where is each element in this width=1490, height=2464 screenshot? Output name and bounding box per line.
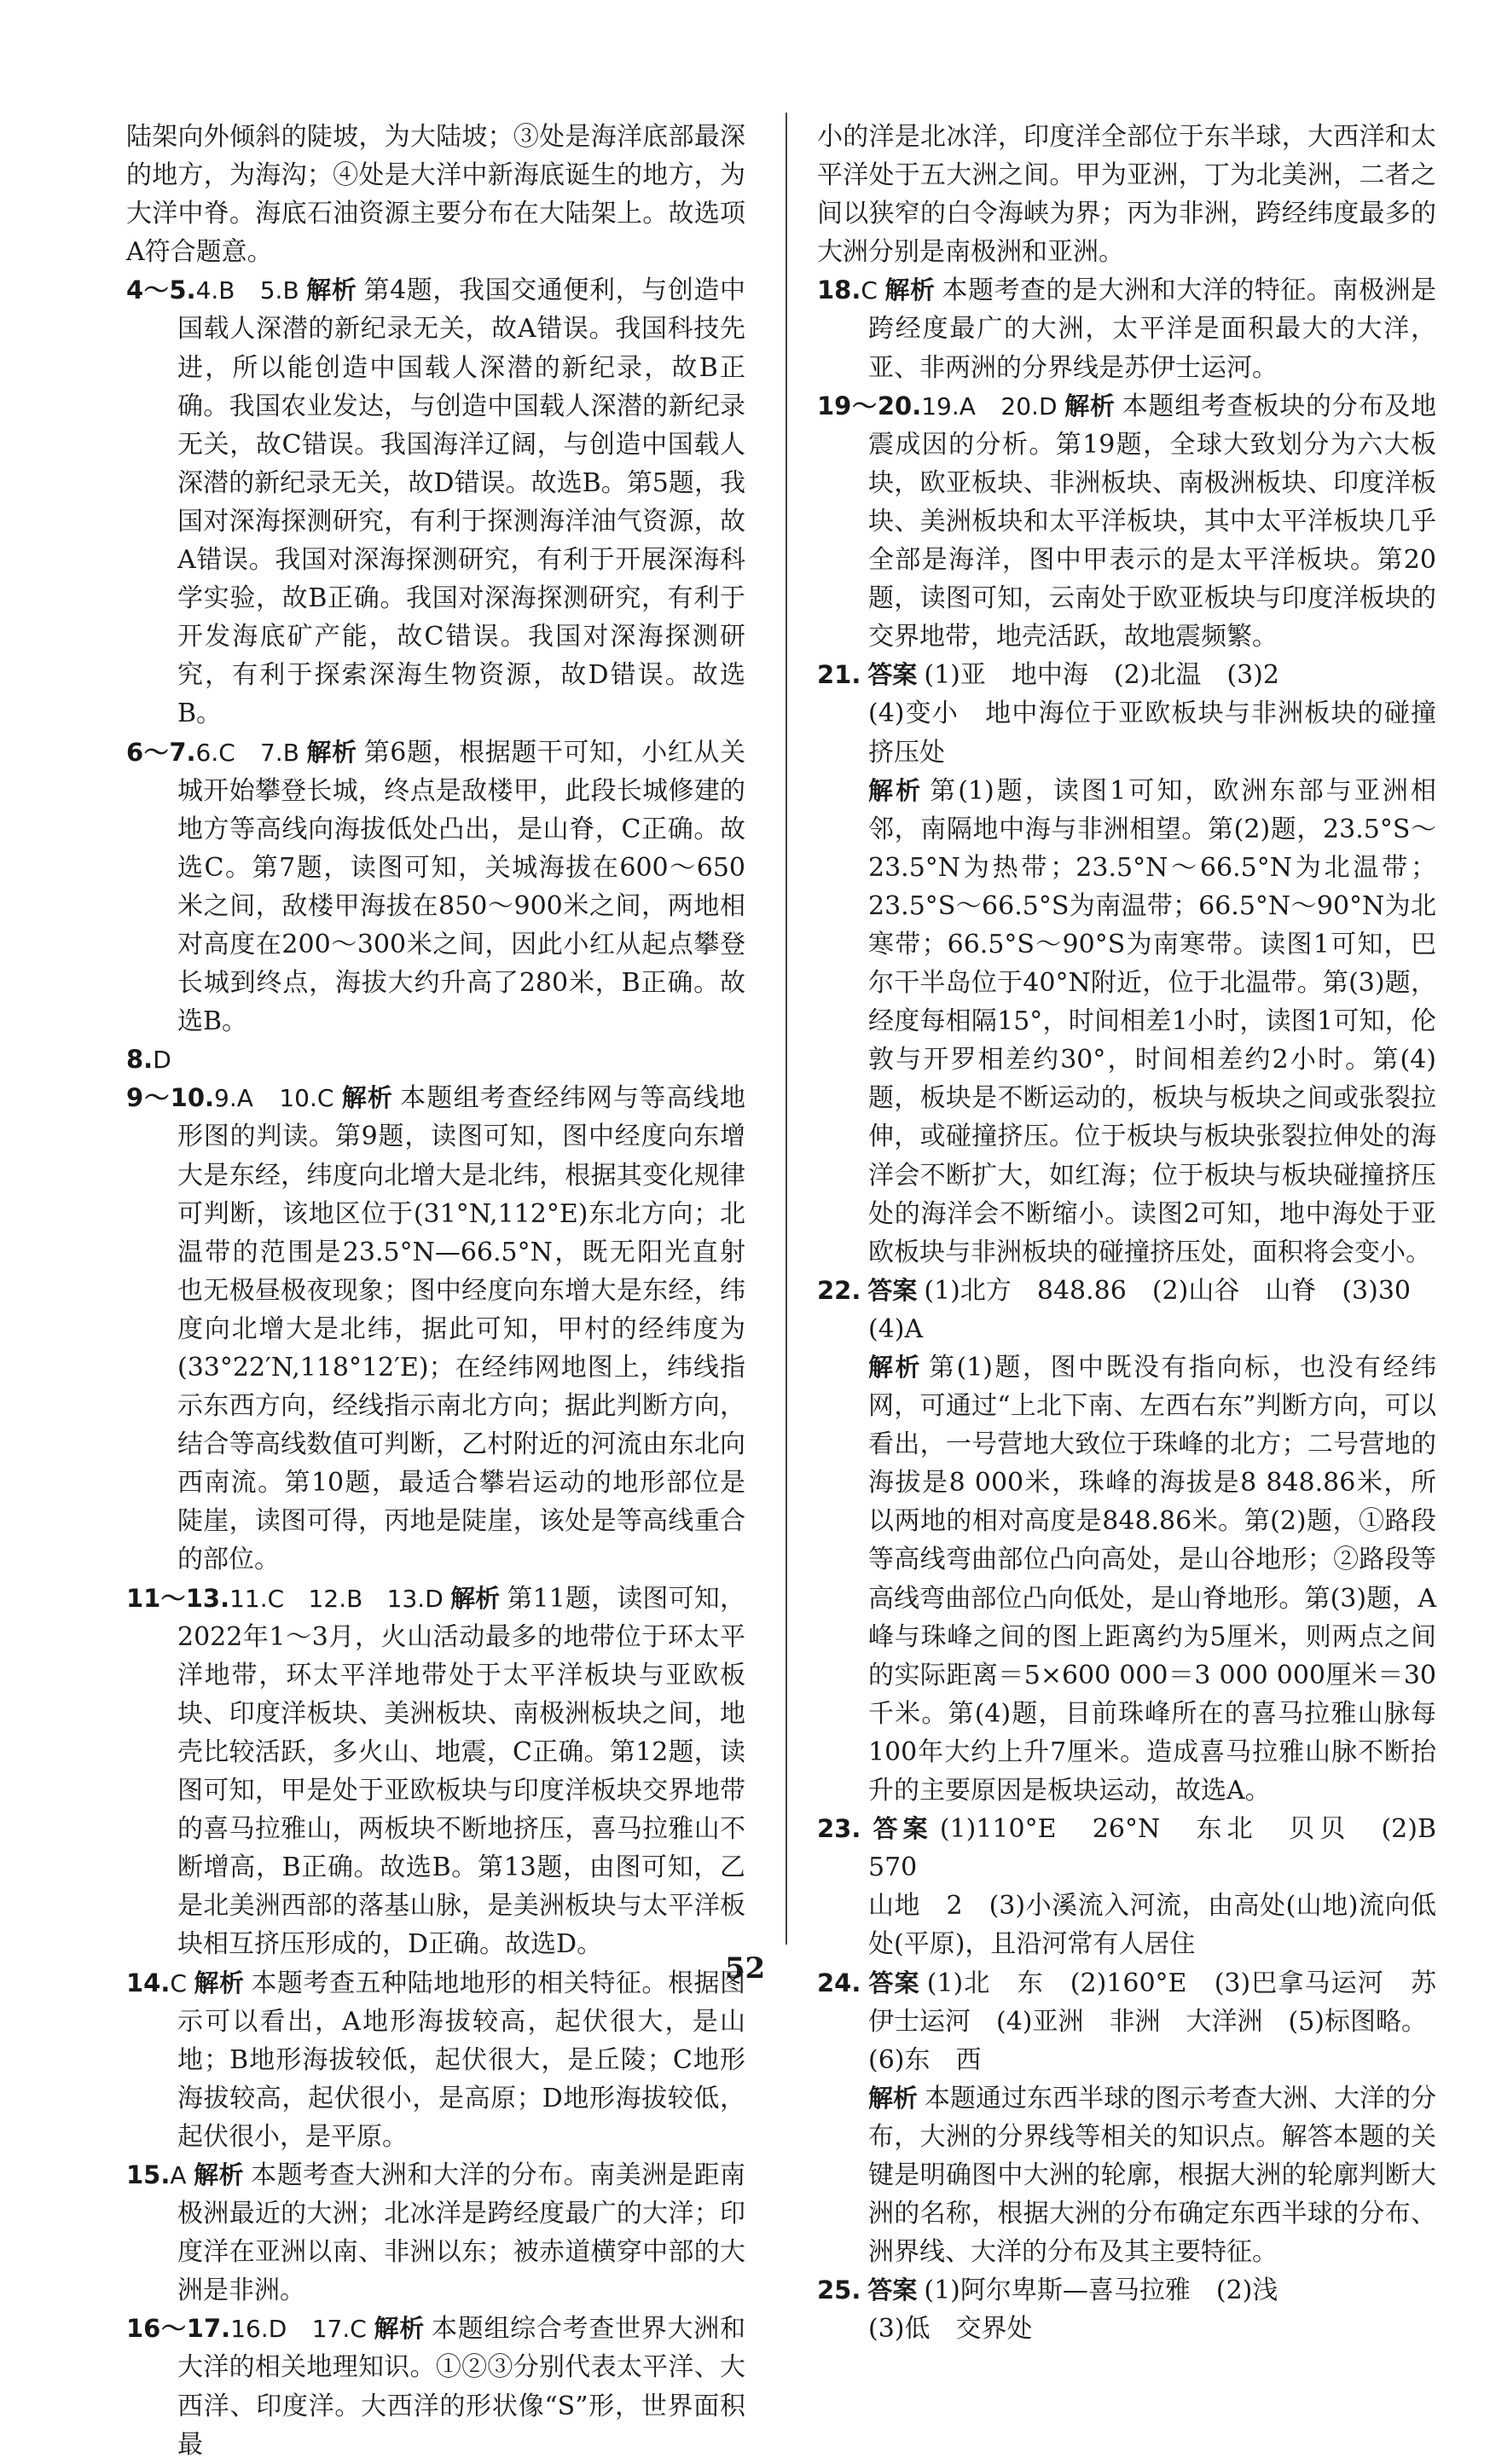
entry-text: (1)北方 848.86 (2)山谷 山脊 (3)30 xyxy=(924,1275,1412,1306)
question-number: 4～5. xyxy=(126,275,196,305)
section-keyword: 解析 xyxy=(868,1353,922,1382)
sub-paragraph xyxy=(817,1310,1436,1348)
answer-letters: 4.B 5.B xyxy=(195,276,299,305)
answer-letters: 19.A 20.D xyxy=(921,391,1058,420)
section-keyword: 解析 xyxy=(193,1968,245,1997)
entry-text: 第6题，根据题干可知，小红从关城开始攀登长城，终点是敌楼甲，此段长城修建的地方等高线向海拔低处凸出，是山脊，C正确。故选C。第7题，读图可知，关城海拔在600～650米之间，敌楼甲海拔在850～900米之间，两地相对高度在200～300米之间，因此小红从起点攀登长城到终点，海拔大约升高了280米，B正确。故选B。 xyxy=(177,737,745,1037)
question-number: 24. xyxy=(817,1968,861,1997)
section-keyword: 解析 xyxy=(193,2160,245,2189)
sub-text: (4)A xyxy=(868,1313,924,1344)
section-keyword: 解析 xyxy=(1064,391,1116,420)
answer-entry xyxy=(126,1079,745,1579)
answer-entry xyxy=(817,1272,1436,1310)
answer-entry xyxy=(817,656,1436,694)
answer-letters: C xyxy=(861,276,878,305)
continued-paragraph: 小的洋是北冰洋，印度洋全部位于东半球，大西洋和太平洋处于五大洲之间。甲为亚洲，丁为北美洲，二者之间以狭窄的白令海峡为界；丙为非洲，跨经纬度最多的大洲分别是南极洲和亚洲。 xyxy=(817,122,1436,268)
entry-text: 本题考查五种陆地地形的相关特征。根据图示可以看出，A地形海拔较高，起伏很大，是山地；B地形海拔较低，起伏很大，是丘陵；C地形海拔较高，起伏很小，是高原；D地形海拔较低，起伏很小，是平原。 xyxy=(177,1968,745,2152)
question-number: 18. xyxy=(817,275,861,305)
section-keyword: 解析 xyxy=(868,2083,919,2113)
sub-text: 第(1)题，图中既没有指向标，也没有经纬网，可通过“上北下南、左西右东”判断方向，可以看出，一号营地大致位于珠峰的北方；二号营地的海拔是8 000米，珠峰的海拔是8 848.86米，所以两地的相对高度是848.86米。第(2)题，①路段等高线弯曲部位凸向高处，是山谷地形；②路段等高线弯曲部位凸向低处，是山脊地形。第(3)题，A峰与珠峰之间的图上距离约为5厘米，则两点之间的实际距离＝5×600 000＝3 000 000厘米＝30千米。第(4)题，目前珠峰所在的喜马拉雅山脉每100年大约上升7厘米。造成喜马拉雅山脉不断抬升的主要原因是板块运动，故选A。 xyxy=(868,1353,1436,1806)
page-number: 52 xyxy=(724,1951,766,1986)
answer-entry xyxy=(126,271,745,733)
entry-text: 本题考查的是大洲和大洋的特征。南极洲是跨经度最广的大洲，太平洋是面积最大的大洋，亚、非两洲的分界线是苏伊士运河。 xyxy=(868,275,1436,383)
entry-text: (1)北 东 (2)160°E (3)巴拿马运河 苏伊士运河 (4)亚洲 非洲 大洋洲 (5)标图略。 xyxy=(868,1968,1436,2037)
question-number: 25. xyxy=(817,2276,861,2305)
section-keyword: 解析 xyxy=(884,275,936,305)
answer-letters: 16.D 17.C xyxy=(230,2315,367,2344)
question-number: 21. xyxy=(817,660,861,690)
right-column xyxy=(817,118,1462,2348)
entry-text: (1)阿尔卑斯—喜马拉雅 (2)浅 xyxy=(924,2276,1278,2306)
question-number: 15. xyxy=(126,2160,171,2189)
section-keyword: 答案 xyxy=(867,1968,920,1997)
answer-entry xyxy=(126,1041,745,1079)
section-keyword: 解析 xyxy=(340,1083,394,1113)
continued-paragraph: 陆架向外倾斜的陡坡，为大陆坡；③处是海洋底部最深的地方，为海沟；④处是大洋中新海底诞生的地方，为大洋中脊。海底石油资源主要分布在大陆架上。故选项A符合题意。 xyxy=(126,122,745,268)
question-number: 11～13. xyxy=(126,1583,230,1613)
left-column xyxy=(126,118,745,2464)
sub-paragraph xyxy=(817,772,1436,1272)
sub-paragraph xyxy=(817,2079,1436,2271)
answer-entry xyxy=(817,2271,1436,2310)
answer-letters: 6.C 7.B xyxy=(195,738,299,767)
answer-letters: 11.C 12.B 13.D xyxy=(229,1584,444,1613)
question-number: 19～20. xyxy=(817,391,922,420)
answer-letters: 9.A 10.C xyxy=(214,1084,334,1113)
sub-text: 山地 2 (3)小溪流入河流，由高处(山地)流向低处(平原)，且沿河常有人居住 xyxy=(868,1891,1436,1960)
entry-text: 第4题，我国交通便利，与创造中国载人深潜的新纪录无关，故A错误。我国科技先进，所以能创造中国载人深潜的新纪录，故B正确。我国农业发达，与创造中国载人深潜的新纪录无关，故C错误。我国海洋辽阔，与创造中国载人深潜的新纪录无关，故D错误。故选B。第5题，我国对深海探测研究，有利于探测海洋油气资源，故A错误。我国对深海探测研究，有利于开展深海科学实验，故B正确。我国对深海探测研究，有利于开发海底矿产能，故C错误。我国对深海探测研究，有利于探索深海生物资源，故D错误。故选B。 xyxy=(177,275,745,729)
answer-entry xyxy=(126,2156,745,2310)
answer-entry xyxy=(817,387,1436,657)
section-keyword: 答案 xyxy=(867,660,918,690)
answer-letters: A xyxy=(170,2160,187,2189)
entry-text: 本题考查大洲和大洋的分布。南美洲是距南极洲最近的大洲；北冰洋是跨经度最广的大洋；印度洋在亚洲以南、非洲以东；被赤道横穿中部的大洲是非洲。 xyxy=(177,2160,745,2306)
entry-text: 本题组考查板块的分布及地震成因的分析。第19题，全球大致划分为六大板块，欧亚板块、非洲板块、南极洲板块、印度洋板块、美洲板块和太平洋板块，其中太平洋板块几乎全部是海洋，图中甲表示的是太平洋板块。第20题，读图可知，云南处于欧亚板块与印度洋板块的交界地带，地壳活跃，故地震频繁。 xyxy=(868,391,1436,652)
answer-entry xyxy=(126,1964,745,2156)
section-keyword: 解析 xyxy=(449,1583,501,1613)
column-divider xyxy=(786,113,787,1945)
sub-paragraph xyxy=(817,2041,1436,2079)
sub-text: 本题通过东西半球的图示考查大洲、大洋的分布，大洲的分界线等相关的知识点。解答本题的关键是明确图中大洲的轮廓，根据大洲的轮廓判断大洲的名称，根据大洲的分布确定东西半球的分布、洲界线、大洋的分布及其主要特征。 xyxy=(868,2083,1437,2268)
entry-text: (1)亚 地中海 (2)北温 (3)2 xyxy=(924,660,1279,691)
sub-paragraph xyxy=(817,2310,1436,2348)
answer-letters: D xyxy=(153,1046,171,1075)
question-number: 23. xyxy=(817,1814,861,1844)
entry-text: 本题组综合考查世界大洲和大洋的相关地理知识。①②③分别代表太平洋、大西洋、印度洋。大西洋的形状像“S”形，世界面积最 xyxy=(177,2314,745,2460)
question-number: 8. xyxy=(126,1045,154,1075)
entry-text: 第11题，读图可知，2022年1～3月，火山活动最多的地带位于环太平洋地带，环太平洋地带处于太平洋板块与亚欧板块、印度洋板块、美洲板块、南极洲板块之间，地壳比较活跃，多火山、地震，C正确。第12题，读图可知，甲是处于亚欧板块与印度洋板块交界地带的喜马拉雅山，两板块不断地挤压，喜马拉雅山不断增高，B正确。故选B。第13题，由图可知，乙是北美洲西部的落基山脉，是美洲板块与太平洋板块相互挤压形成的，D正确。故选D。 xyxy=(177,1583,745,1960)
section-keyword: 答案 xyxy=(867,1814,933,1844)
sub-text: 第(1)题，读图1可知，欧洲东部与亚洲相邻，南隔地中海与非洲相望。第(2)题，23.5°S～23.5°N为热带；23.5°N～66.5°N为北温带；23.5°S～66.5°S为南温带；66.5°N～90°N为北寒带；66.5°S～90°S为南寒带。读图1可知，巴尔干半岛位于40°N附近，位于北温带。第(3)题，经度每相隔15°，时间相差1小时，读图1可知，伦敦与开罗相差约30°，时间相差约2小时。第(4)题，板块是不断运动的，板块与板块之间或张裂拉伸，或碰撞挤压。位于板块与板块张裂拉伸处的海洋会不断扩大，如红海；位于板块与板块碰撞挤压处的海洋会不断缩小。读图2可知，地中海处于亚欧板块与非洲板块的碰撞挤压处，面积将会变小。 xyxy=(868,775,1436,1267)
answer-entry xyxy=(817,1810,1462,1887)
section-keyword: 解析 xyxy=(868,775,924,805)
section-keyword: 解析 xyxy=(305,737,357,767)
sub-text: (3)低 交界处 xyxy=(868,2314,1033,2345)
answer-letters: C xyxy=(170,1968,187,1997)
question-number: 16～17. xyxy=(126,2314,231,2344)
answer-entry xyxy=(126,733,745,1041)
answer-entry xyxy=(126,2310,745,2463)
section-keyword: 解析 xyxy=(373,2314,425,2344)
answer-entry xyxy=(126,1580,745,1964)
sub-text: (6)东 西 xyxy=(868,2044,982,2075)
question-number: 14. xyxy=(126,1968,171,1997)
answer-entry xyxy=(817,271,1436,386)
question-number: 22. xyxy=(817,1275,861,1305)
section-keyword: 答案 xyxy=(867,2276,918,2305)
sub-text: (4)变小 地中海位于亚欧板块与非洲板块的碰撞挤压处 xyxy=(868,699,1436,768)
entry-text: (1)110°E 26°N 东北 贝贝 (2)B 570 xyxy=(868,1814,1462,1883)
question-number: 6～7. xyxy=(126,737,196,767)
section-keyword: 答案 xyxy=(867,1275,918,1305)
question-number: 9～10. xyxy=(126,1083,215,1113)
sub-paragraph xyxy=(817,1348,1436,1810)
entry-text: 本题组考查经纬网与等高线地形图的判读。第9题，读图可知，图中经度向东增大是东经，纬度向北增大是北纬，根据其变化规律可判断，该地区位于(31°N,112°E)东北方向；北温带的范围是23.5°N—66.5°N，既无阳光直射也无极昼极夜现象；图中经度向东增大是东经，纬度向北增大是北纬，据此可知，甲村的经纬度为(33°22′N,118°12′E)；在经纬网地图上，纬线指示东西方向，经线指示南北方向；据此判断方向，结合等高线数值可判断，乙村附近的河流由东北向西南流。第10题，最适合攀岩运动的地形部位是陡崖，读图可得，丙地是陡崖，该处是等高线重合的部位。 xyxy=(177,1083,745,1575)
sub-paragraph xyxy=(817,694,1436,771)
section-keyword: 解析 xyxy=(305,275,357,305)
